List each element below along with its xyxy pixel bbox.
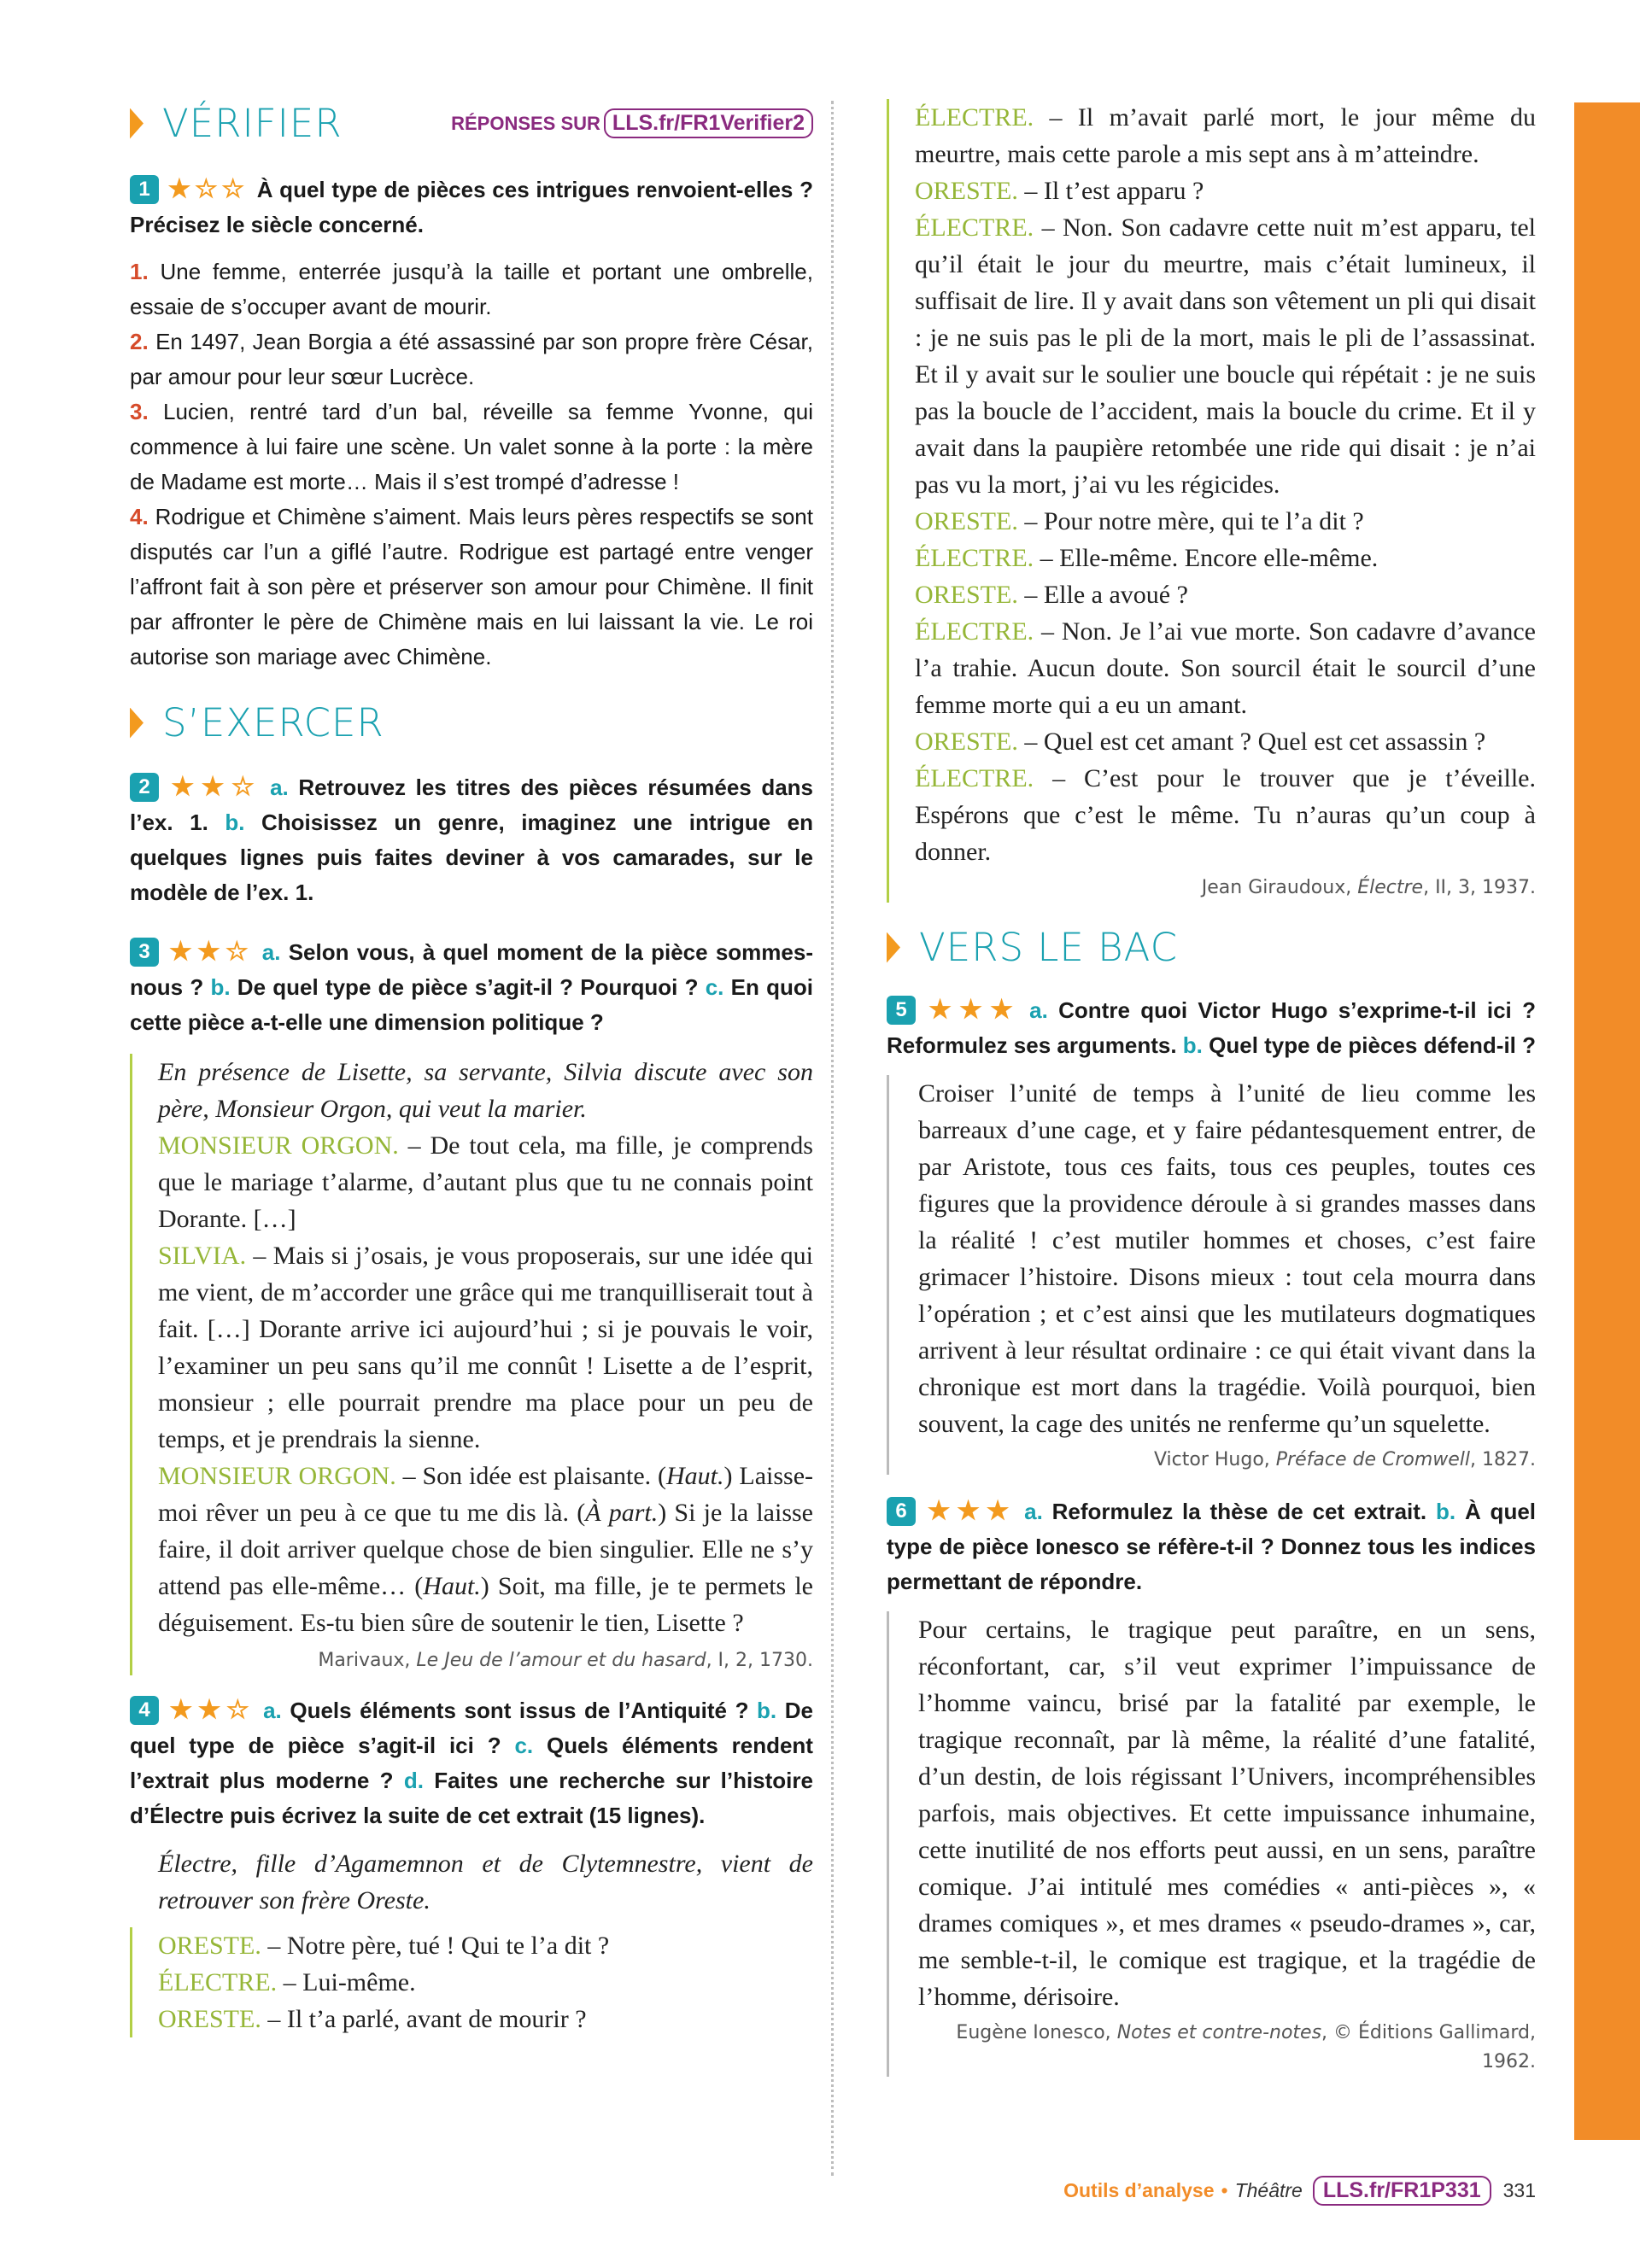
dialogue-line: ÉLECTRE. – Il m’avait parlé mort, le jour même du meurtre, mais cette parole a mis sept ans à m’atteindre. [915,103,1536,168]
section-triangle-icon [130,108,144,139]
dialogue-line: ÉLECTRE. – Non. Je l’ai vue morte. Son cadavre d’avance l’a trahie. Aucun doute. Son sourcil était le sourcil d’une femme morte qui a eu un amant. [915,617,1536,719]
list-item: 2. En 1497, Jean Borgia a été assassiné par son propre frère César, par amour pour leur sœur Lucrèce. [130,329,813,389]
citation: Victor Hugo, Préface de Cromwell, 1827. [1153,1449,1536,1470]
exercise-number: 2 [130,773,159,802]
sexercer-header [130,700,813,745]
page-number: 331 [1502,2179,1536,2201]
exercise-number: 6 [887,1497,916,1526]
difficulty-stars-icon: ★★☆ [167,1696,255,1724]
giraudoux-extract-part1 [130,1927,813,2037]
giraudoux-intro: Électre, fille d’Agamemnon et de Clytemnestre, vient de retrouver son frère Oreste. [158,1850,813,1914]
dialogue-line: ÉLECTRE. – Lui-même. [158,1968,416,1996]
exercise-5-question: 5 ★★★ a. Contre quoi Victor Hugo s’exprime-t-il ici ? Reformulez ses arguments. b. Quel type de pièces défend-il ? [887,996,1537,1058]
exercise-1-items [130,254,813,675]
exercise-number: 4 [130,1696,159,1725]
list-item: 3. Lucien, rentré tard d’un bal, réveille sa femme Yvonne, qui commence à lui faire une scène. Un valet sonne à la porte : la mère de Madame est morte… Mais il s’est trompé d’adresse ! [130,399,813,494]
exercise-4-question: 4 ★★☆ a. Quels éléments sont issus de l’Antiquité ? b. De quel type de pièce s’agit-il ici ? c. Quels éléments rendent l’extrait plus moderne ? d. Faites une recherche sur l’histoire d’Électre puis écrivez la suite de cet extrait (15 lignes). [130,1696,813,1828]
ionesco-extract [887,1611,1536,2077]
column-divider [831,101,834,2176]
exercise-number: 5 [887,996,916,1025]
versbac-title: VERS LE BAC [919,925,1179,970]
dialogue-line: ORESTE. – Notre père, tué ! Qui te l’a dit ? [158,1932,610,1960]
answers-label: RÉPONSES SUR [451,112,600,134]
extract-text: Croiser l’unité de temps à l’unité de lieu comme les barreaux d’une cage, et y faire pédantesquement entrer, de par Aristote, tous ces faits, tous ces peuples, toutes ces figures que la providence déroule à si grandes masses dans la réalité ! c’est mutiler hommes et choses, c’est faire grimacer l’histoire. Disons mieux : tout cela mourra dans l’opération ; et c’est ainsi que les mutilateurs dogmatiques arrivent à leur résultat ordinaire : ce qui était vivant dans la chronique est mort dans la tragédie. Voilà pourquoi, bien souvent, la cage des unités ne renferme qu’un squelette. [918,1079,1536,1438]
dialogue-line: SILVIA. – Mais si j’osais, je vous proposerais, sur une idée qui me vient, de m’accorder une grâce qui me tranquilliserait tout à fait. […] Dorante arrive ici aujourd’hui ; si je pouvais le voir, l’examiner un peu sans qu’il me connût ! Lisette a de l’esprit, monsieur ; elle pourrait prendre ma place pour un peu de temps, et je prendrais la sienne. [158,1242,813,1453]
difficulty-stars-icon: ★☆☆ [167,175,249,203]
citation: Eugène Ionesco, Notes et contre-notes, © Éditions Gallimard, 1962. [956,2022,1536,2072]
dialogue-line: ORESTE. – Elle a avoué ? [915,581,1188,609]
extract-intro: En présence de Lisette, sa servante, Silvia discute avec son père, Monsieur Orgon, qui veut la marier. [158,1058,813,1123]
dialogue-line: MONSIEUR ORGON. – Son idée est plaisante. (Haut.) Laisse-moi rêver un peu à ce que tu me dis là. (À part.) Si je la laisse faire, il doit arriver quelque chose de bien singulier. Elle ne s’y attend pas elle-même… (Haut.) Soit, ma fille, je te permets le déguisement. Es-tu bien sûre de soutenir le tien, Lisette ? [158,1462,814,1637]
section-triangle-icon [887,932,900,963]
section-triangle-icon [130,708,144,739]
exercise-number: 1 [130,175,159,204]
list-item: 1. Une femme, enterrée jusqu’à la taille et portant une ombrelle, essaie de s’occuper avant de mourir. [130,259,813,319]
left-column [130,101,813,2037]
dialogue-line: ÉLECTRE. – C’est pour le trouver que je t’éveille. Espérons que c’est le même. Tu n’auras qu’un coup à donner. [915,764,1536,866]
footer-label: Outils d’analyse [1063,2179,1215,2201]
difficulty-stars-icon: ★★☆ [167,773,262,801]
dialogue-line: ÉLECTRE. – Elle-même. Encore elle-même. [915,544,1379,572]
side-tab [1574,102,1640,2140]
verifier-header [130,101,813,146]
exercise-1-text: À quel type de pièces ces intrigues renvoient-elles ? Précisez le siècle concerné. [130,177,813,237]
exercise-2-question: 2 ★★☆ a. Retrouvez les titres des pièces résumées dans l’ex. 1. b. Choisissez un genre, imaginez une intrigue en quelques lignes puis faites deviner à vos camarades, sur le modèle de l’ex. 1. [130,773,813,905]
versbac-header [887,925,1536,970]
sexercer-title: S’EXERCER [162,700,384,745]
marivaux-extract [130,1054,813,1675]
dialogue-line: ORESTE. – Pour notre mère, qui te l’a dit ? [915,507,1364,535]
answers-ref [451,108,813,138]
giraudoux-extract-part2 [887,99,1536,903]
answers-link[interactable]: LLS.fr/FR1Verifier2 [604,108,813,138]
dialogue-line: ORESTE. – Il t’a parlé, avant de mourir ? [158,2005,587,2033]
footer-separator: • [1221,2179,1228,2201]
dialogue-line: ORESTE. – Quel est cet amant ? Quel est cet assassin ? [915,728,1486,756]
dialogue-line: ÉLECTRE. – Non. Son cadavre cette nuit m’est apparu, tel qu’il était le jour du meurtre, mais c’était lumineux, il suffisait de lire. Il y avait dans son vêtement un pli qui disait : je ne suis pas le pli de la mort, mais le pli de l’assassinat. Et il y avait sur le soulier une boucle qui répétait : je ne suis pas la boucle de l’accident, mais la boucle du crime. Et il y avait dans la paupière retombée une ride qui disait : je n’ai pas vu la mort, j’ai vu les régicides. [915,213,1536,499]
footer-theme: Théâtre [1234,2179,1303,2201]
exercise-1-question [130,172,813,243]
difficulty-stars-icon: ★★☆ [167,938,254,966]
dialogue-line: ORESTE. – Il t’est apparu ? [915,177,1204,205]
dialogue-line: MONSIEUR ORGON. – De tout cela, ma fille, je comprends que le mariage t’alarme, d’autant plus que tu ne connais point Dorante. […] [158,1131,813,1233]
difficulty-stars-icon: ★★★ [924,996,1022,1024]
page-footer [1063,2176,1536,2206]
hugo-extract [887,1075,1536,1475]
extract-text: Pour certains, le tragique peut paraître, en un sens, réconfortant, car, s’il veut exprimer l’impuissance de l’homme vaincu, brisé par la fatalité par exemple, le tragique reconnaît, par là même, la réalité d’une fatalité, d’un destin, de lois régissant l’Univers, incompréhensibles parfois, mais objectives. Et cette impuissance inhumaine, cette inutilité de nos efforts peut aussi, en un sens, paraître comique. J’ai intitulé mes comédies « anti-pièces », « drames comiques », et mes drames « pseudo-drames », car, me semble-t-il, le comique est tragique, et la tragédie de l’homme, dérisoire. [918,1616,1536,2011]
exercise-number: 3 [130,938,159,967]
right-column [887,99,1536,2077]
list-item: 4. Rodrigue et Chimène s’aiment. Mais leurs pères respectifs se sont disputés car l’un a giflé l’autre. Rodrigue est partagé entre venger l’affront fait à son père et préserver son amour pour Chimène. Il finit par affronter le père de Chimène mais en lui laissant la vie. Le roi autorise son mariage avec Chimène. [130,504,813,669]
citation: Marivaux, Le Jeu de l’amour et du hasard, I, 2, 1730. [318,1650,813,1671]
exercise-6-question: 6 ★★★ a. Reformulez la thèse de cet extrait. b. À quel type de pièce Ionesco se réfère-t-il ? Donnez tous les indices permettant de répondre. [887,1497,1537,1594]
exercise-3-question: 3 ★★☆ a. Selon vous, à quel moment de la pièce sommes-nous ? b. De quel type de pièce s’agit-il ? Pourquoi ? c. En quoi cette pièce a-t-elle une dimension politique ? [130,938,813,1035]
verifier-title: VÉRIFIER [162,101,343,146]
footer-link[interactable]: LLS.fr/FR1P331 [1313,2176,1491,2206]
citation: Jean Giraudoux, Électre, II, 3, 1937. [1201,877,1536,898]
difficulty-stars-icon: ★★★ [924,1497,1016,1525]
